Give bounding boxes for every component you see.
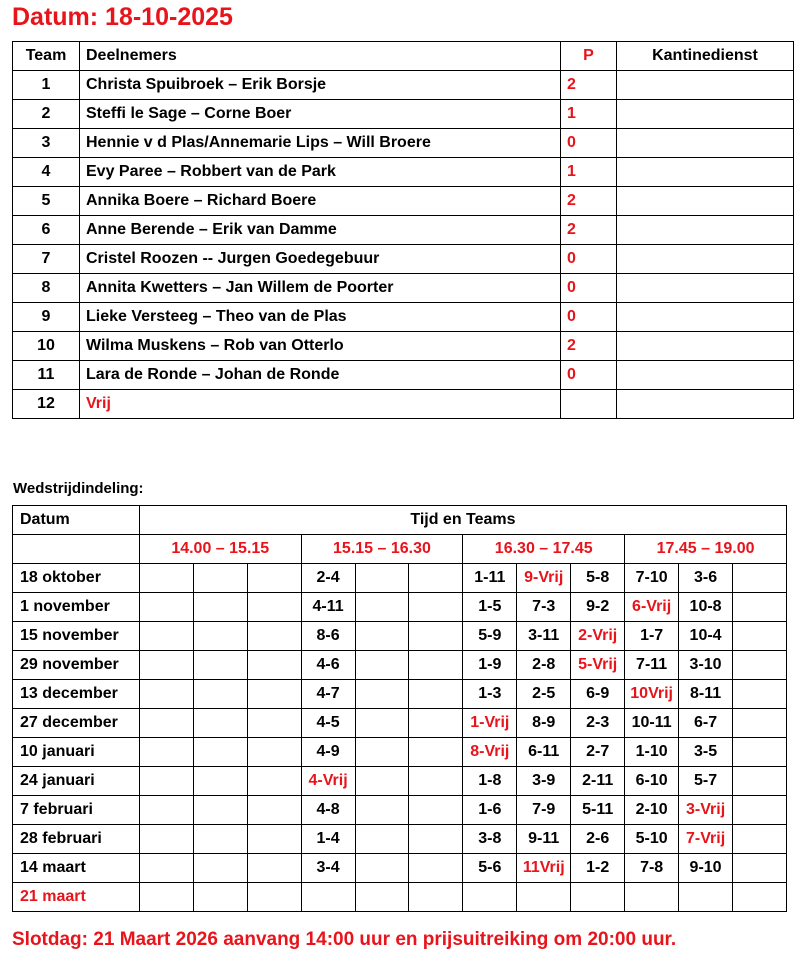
game-cell: 2-11 <box>571 767 625 796</box>
game-cell <box>409 796 463 825</box>
game-cell <box>193 564 247 593</box>
game-cell: 1-6 <box>463 796 517 825</box>
game-cell <box>679 883 733 912</box>
game-cell: 4-7 <box>301 680 355 709</box>
game-cell: 10-8 <box>679 593 733 622</box>
schedule-date: 14 maart <box>13 854 140 883</box>
game-cell: 3-5 <box>679 738 733 767</box>
game-cell <box>139 680 193 709</box>
team-number: 8 <box>13 274 80 303</box>
team-number: 2 <box>13 100 80 129</box>
team-points: 1 <box>561 158 617 187</box>
game-cell: 10-4 <box>679 622 733 651</box>
header-deelnemers: Deelnemers <box>80 42 561 71</box>
team-names: Vrij <box>80 390 561 419</box>
game-cell: 7-11 <box>625 651 679 680</box>
team-row <box>13 332 794 361</box>
game-cell: 11Vrij <box>517 854 571 883</box>
header-tijd-en-teams: Tijd en Teams <box>139 506 786 535</box>
game-cell: 1-11 <box>463 564 517 593</box>
schedule-row <box>13 825 787 854</box>
schedule-row <box>13 854 787 883</box>
team-names: Steffi le Sage – Corne Boer <box>80 100 561 129</box>
game-cell <box>733 738 787 767</box>
game-cell <box>247 680 301 709</box>
game-cell <box>733 883 787 912</box>
game-cell: 5-9 <box>463 622 517 651</box>
game-cell <box>139 738 193 767</box>
game-cell: 1-9 <box>463 651 517 680</box>
footer-lead: Slotdag <box>12 929 82 950</box>
game-cell <box>355 854 409 883</box>
game-cell: 1-2 <box>571 854 625 883</box>
team-number: 6 <box>13 216 80 245</box>
game-cell: 6-7 <box>679 709 733 738</box>
team-names: Christa Spuibroek – Erik Borsje <box>80 71 561 100</box>
team-points: 0 <box>561 274 617 303</box>
game-cell: 1-5 <box>463 593 517 622</box>
game-cell <box>139 564 193 593</box>
game-cell <box>355 825 409 854</box>
game-cell <box>139 825 193 854</box>
game-cell <box>193 709 247 738</box>
game-cell <box>409 825 463 854</box>
game-cell <box>193 593 247 622</box>
team-kantinedienst <box>617 187 794 216</box>
game-cell <box>733 767 787 796</box>
schedule-label: Wedstrijdindeling: <box>13 480 144 497</box>
schedule-date: 15 november <box>13 622 140 651</box>
game-cell: 3-9 <box>517 767 571 796</box>
game-cell <box>193 680 247 709</box>
game-cell <box>733 564 787 593</box>
team-kantinedienst <box>617 100 794 129</box>
schedule-row <box>13 593 787 622</box>
game-cell <box>355 564 409 593</box>
header-team: Team <box>13 42 80 71</box>
game-cell: 9-11 <box>517 825 571 854</box>
game-cell: 1-8 <box>463 767 517 796</box>
game-cell: 3-10 <box>679 651 733 680</box>
team-number: 12 <box>13 390 80 419</box>
team-names: Wilma Muskens – Rob van Otterlo <box>80 332 561 361</box>
game-cell <box>355 767 409 796</box>
team-number: 3 <box>13 129 80 158</box>
game-cell: 2-Vrij <box>571 622 625 651</box>
game-cell <box>247 709 301 738</box>
slot-2: 15.15 – 16.30 <box>301 535 463 564</box>
game-cell <box>409 767 463 796</box>
game-cell <box>193 738 247 767</box>
game-cell: 4-11 <box>301 593 355 622</box>
slot-4: 17.45 – 19.00 <box>625 535 787 564</box>
team-kantinedienst <box>617 390 794 419</box>
game-cell: 5-7 <box>679 767 733 796</box>
header-p: P <box>561 42 617 71</box>
game-cell <box>247 854 301 883</box>
header-kantinedienst: Kantinedienst <box>617 42 794 71</box>
game-cell: 9-10 <box>679 854 733 883</box>
game-cell <box>733 680 787 709</box>
schedule-slot-row <box>13 535 787 564</box>
team-points: 0 <box>561 303 617 332</box>
team-points: 1 <box>561 100 617 129</box>
team-number: 7 <box>13 245 80 274</box>
game-cell <box>355 796 409 825</box>
schedule-row <box>13 564 787 593</box>
game-cell: 2-3 <box>571 709 625 738</box>
team-row <box>13 71 794 100</box>
team-kantinedienst <box>617 129 794 158</box>
team-names: Annika Boere – Richard Boere <box>80 187 561 216</box>
team-names: Lieke Versteeg – Theo van de Plas <box>80 303 561 332</box>
teams-header-row <box>13 42 794 71</box>
header-datum: Datum <box>13 506 140 535</box>
game-cell <box>409 593 463 622</box>
game-cell <box>193 767 247 796</box>
team-points: 2 <box>561 71 617 100</box>
game-cell <box>463 883 517 912</box>
footer-rest: : 21 Maart 2026 aanvang 14:00 uur en prijsuitreiking om 20:00 uur. <box>81 929 677 950</box>
schedule-row <box>13 709 787 738</box>
game-cell <box>247 564 301 593</box>
game-cell: 7-9 <box>517 796 571 825</box>
game-cell <box>139 883 193 912</box>
game-cell: 5-11 <box>571 796 625 825</box>
game-cell: 2-8 <box>517 651 571 680</box>
game-cell <box>247 825 301 854</box>
schedule-date: 1 november <box>13 593 140 622</box>
team-kantinedienst <box>617 158 794 187</box>
game-cell: 5-10 <box>625 825 679 854</box>
game-cell: 4-9 <box>301 738 355 767</box>
game-cell <box>193 651 247 680</box>
game-cell <box>355 622 409 651</box>
game-cell <box>247 767 301 796</box>
game-cell <box>139 854 193 883</box>
game-cell <box>193 825 247 854</box>
team-kantinedienst <box>617 216 794 245</box>
schedule-row <box>13 883 787 912</box>
game-cell <box>733 825 787 854</box>
footer-note <box>12 929 676 951</box>
game-cell: 3-6 <box>679 564 733 593</box>
schedule-date: 7 februari <box>13 796 140 825</box>
game-cell <box>517 883 571 912</box>
game-cell: 3-8 <box>463 825 517 854</box>
game-cell: 4-5 <box>301 709 355 738</box>
game-cell <box>733 651 787 680</box>
game-cell <box>139 622 193 651</box>
game-cell <box>409 680 463 709</box>
game-cell: 1-3 <box>463 680 517 709</box>
schedule-row <box>13 680 787 709</box>
game-cell <box>193 622 247 651</box>
game-cell <box>355 883 409 912</box>
team-kantinedienst <box>617 332 794 361</box>
game-cell <box>409 738 463 767</box>
game-cell: 1-4 <box>301 825 355 854</box>
game-cell: 9-Vrij <box>517 564 571 593</box>
game-cell <box>193 796 247 825</box>
game-cell: 4-6 <box>301 651 355 680</box>
game-cell: 7-10 <box>625 564 679 593</box>
game-cell <box>409 709 463 738</box>
team-row <box>13 187 794 216</box>
team-row <box>13 129 794 158</box>
game-cell: 1-10 <box>625 738 679 767</box>
team-points: 2 <box>561 187 617 216</box>
team-row <box>13 303 794 332</box>
game-cell: 10Vrij <box>625 680 679 709</box>
schedule-row <box>13 651 787 680</box>
team-kantinedienst <box>617 361 794 390</box>
game-cell <box>409 854 463 883</box>
team-number: 4 <box>13 158 80 187</box>
game-cell <box>247 738 301 767</box>
team-row <box>13 245 794 274</box>
game-cell <box>355 651 409 680</box>
game-cell: 3-4 <box>301 854 355 883</box>
team-number: 5 <box>13 187 80 216</box>
game-cell <box>139 709 193 738</box>
team-names: Evy Paree – Robbert van de Park <box>80 158 561 187</box>
game-cell <box>247 796 301 825</box>
schedule-row <box>13 738 787 767</box>
schedule-row <box>13 796 787 825</box>
team-points: 2 <box>561 216 617 245</box>
game-cell <box>733 854 787 883</box>
game-cell: 4-8 <box>301 796 355 825</box>
game-cell <box>139 796 193 825</box>
page-title: Datum: 18-10-2025 <box>12 3 233 31</box>
team-number: 1 <box>13 71 80 100</box>
game-cell: 2-4 <box>301 564 355 593</box>
game-cell: 3-11 <box>517 622 571 651</box>
game-cell <box>409 564 463 593</box>
team-row <box>13 274 794 303</box>
game-cell <box>733 622 787 651</box>
schedule-date: 28 februari <box>13 825 140 854</box>
schedule-header-row <box>13 506 787 535</box>
schedule-table <box>12 505 787 912</box>
game-cell: 7-3 <box>517 593 571 622</box>
game-cell <box>247 593 301 622</box>
game-cell <box>139 651 193 680</box>
game-cell: 5-Vrij <box>571 651 625 680</box>
team-kantinedienst <box>617 303 794 332</box>
slot-row-empty <box>13 535 140 564</box>
schedule-date: 29 november <box>13 651 140 680</box>
team-names: Lara de Ronde – Johan de Ronde <box>80 361 561 390</box>
game-cell: 5-8 <box>571 564 625 593</box>
game-cell <box>355 709 409 738</box>
game-cell: 9-2 <box>571 593 625 622</box>
team-names: Hennie v d Plas/Annemarie Lips – Will Broere <box>80 129 561 158</box>
game-cell: 7-8 <box>625 854 679 883</box>
teams-table <box>12 41 794 419</box>
game-cell <box>625 883 679 912</box>
team-names: Anne Berende – Erik van Damme <box>80 216 561 245</box>
team-names: Cristel Roozen -- Jurgen Goedegebuur <box>80 245 561 274</box>
game-cell <box>247 883 301 912</box>
game-cell: 2-7 <box>571 738 625 767</box>
team-kantinedienst <box>617 274 794 303</box>
schedule-row <box>13 767 787 796</box>
game-cell <box>571 883 625 912</box>
schedule-date: 21 maart <box>13 883 140 912</box>
game-cell: 7-Vrij <box>679 825 733 854</box>
game-cell: 6-Vrij <box>625 593 679 622</box>
game-cell <box>355 593 409 622</box>
game-cell <box>409 622 463 651</box>
game-cell: 6-10 <box>625 767 679 796</box>
game-cell <box>301 883 355 912</box>
schedule-date: 24 januari <box>13 767 140 796</box>
game-cell: 8-6 <box>301 622 355 651</box>
game-cell: 5-6 <box>463 854 517 883</box>
game-cell <box>193 854 247 883</box>
team-number: 9 <box>13 303 80 332</box>
game-cell <box>139 767 193 796</box>
team-row <box>13 216 794 245</box>
team-points: 2 <box>561 332 617 361</box>
game-cell: 4-Vrij <box>301 767 355 796</box>
game-cell <box>247 622 301 651</box>
team-number: 10 <box>13 332 80 361</box>
game-cell: 6-11 <box>517 738 571 767</box>
game-cell: 2-6 <box>571 825 625 854</box>
game-cell: 10-11 <box>625 709 679 738</box>
team-row <box>13 100 794 129</box>
team-points: 0 <box>561 245 617 274</box>
game-cell: 8-11 <box>679 680 733 709</box>
game-cell <box>247 651 301 680</box>
game-cell: 8-Vrij <box>463 738 517 767</box>
schedule-date: 10 januari <box>13 738 140 767</box>
team-kantinedienst <box>617 245 794 274</box>
team-points <box>561 390 617 419</box>
game-cell: 6-9 <box>571 680 625 709</box>
game-cell <box>139 593 193 622</box>
schedule-row <box>13 622 787 651</box>
team-points: 0 <box>561 361 617 390</box>
slot-3: 16.30 – 17.45 <box>463 535 625 564</box>
team-kantinedienst <box>617 71 794 100</box>
team-points: 0 <box>561 129 617 158</box>
schedule-date: 13 december <box>13 680 140 709</box>
game-cell <box>733 593 787 622</box>
team-row <box>13 390 794 419</box>
team-names: Annita Kwetters – Jan Willem de Poorter <box>80 274 561 303</box>
game-cell <box>355 738 409 767</box>
team-row <box>13 361 794 390</box>
game-cell: 8-9 <box>517 709 571 738</box>
game-cell: 3-Vrij <box>679 796 733 825</box>
slot-1: 14.00 – 15.15 <box>139 535 301 564</box>
game-cell <box>409 651 463 680</box>
game-cell: 1-Vrij <box>463 709 517 738</box>
game-cell <box>193 883 247 912</box>
team-number: 11 <box>13 361 80 390</box>
game-cell: 2-10 <box>625 796 679 825</box>
game-cell <box>733 796 787 825</box>
team-row <box>13 158 794 187</box>
game-cell <box>355 680 409 709</box>
game-cell <box>733 709 787 738</box>
schedule-date: 27 december <box>13 709 140 738</box>
game-cell <box>409 883 463 912</box>
schedule-date: 18 oktober <box>13 564 140 593</box>
game-cell: 2-5 <box>517 680 571 709</box>
game-cell: 1-7 <box>625 622 679 651</box>
